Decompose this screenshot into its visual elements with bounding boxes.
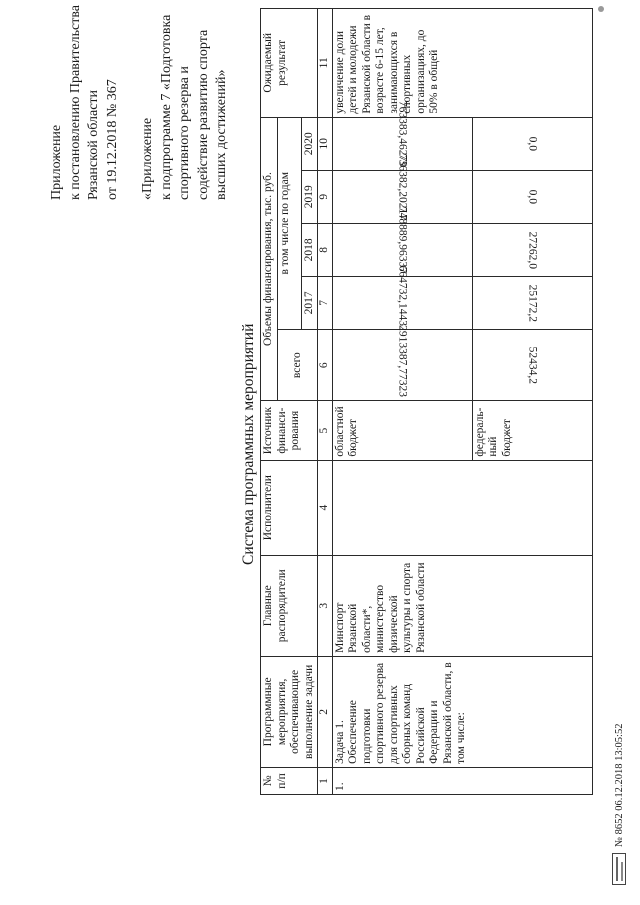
- funding-2018: [332, 206, 472, 276]
- col-number: 4: [318, 460, 333, 555]
- scan-speck-icon: [598, 6, 604, 12]
- funding-2017: [472, 276, 592, 329]
- row-executor: [332, 460, 592, 555]
- registration-stamp: [612, 724, 626, 885]
- col-number: 11: [318, 9, 333, 118]
- funding-2020-value: 763383,46279: [396, 100, 409, 167]
- header-year: 2018: [301, 223, 318, 276]
- appendix-sub-line: спортивного резерва и: [177, 66, 192, 200]
- registration-text: № 8652 06.12.2018 13:05:52: [613, 723, 625, 847]
- funding-total-value: 52434,2: [526, 346, 539, 384]
- funding-2018-value: 27262,0: [526, 231, 539, 269]
- appendix-line: Рязанской области: [86, 89, 101, 200]
- appendix-line: к постановлению Правительства: [67, 4, 83, 200]
- appendix-line: Приложение: [49, 124, 64, 200]
- funding-2017-value: 664732,1443: [396, 265, 409, 326]
- col-number: 5: [318, 401, 333, 460]
- funding-2020-value: 0,0: [526, 136, 539, 151]
- column-number-row: [318, 9, 333, 795]
- funding-2019: [472, 170, 592, 223]
- funding-2018: [472, 223, 592, 276]
- appendix-sub-line: высших достижений»: [214, 69, 229, 200]
- row-result: увеличение доли детей и молодежи Рязанской области в возрасте 6-15 лет, занимающихся в спортивных организациях, до 50% в общей: [332, 9, 592, 118]
- col-number: 8: [318, 223, 333, 276]
- funding-total: [332, 325, 472, 401]
- header-total: всего: [277, 329, 318, 401]
- col-number: 10: [318, 117, 333, 170]
- row-manager: Минспорт Рязанской области*, министерство физической культуры и спорта Рязанской области: [332, 555, 592, 656]
- funding-2019: [332, 153, 472, 223]
- header-result: Ожидаемый результат: [261, 9, 318, 118]
- header-managers: Главные распорядители: [261, 555, 318, 656]
- table-row: [332, 9, 472, 795]
- col-number: 7: [318, 276, 333, 329]
- header-year: 2019: [301, 170, 318, 223]
- program-measures-table: [260, 8, 593, 795]
- appendix-sub-line: содействие развитию спорта: [195, 29, 211, 200]
- header-year: 2017: [301, 276, 318, 329]
- funding-2018-value: 748889,96337: [396, 206, 409, 273]
- funding-source: областной бюджет: [332, 401, 472, 460]
- funding-2020: [332, 100, 472, 170]
- header-executors: Исполнители: [261, 460, 318, 555]
- header-year: 2020: [301, 117, 318, 170]
- funding-2019-value: 0,0: [526, 189, 539, 204]
- col-number: 1: [318, 767, 333, 794]
- appendix-line: от 19.12.2018 № 367: [104, 79, 120, 200]
- row-measure: Задача 1. Обеспечение подготовки спортивного резерва для спортивных сборных команд Российской Федерации и Рязанской области, в том числе:: [332, 656, 592, 767]
- funding-source: федераль-ный бюджет: [472, 401, 592, 460]
- header-measures: Программные мероприятия, обеспечивающие выполнение задачи: [261, 656, 318, 767]
- header-by-years: в том числе по годам: [277, 117, 301, 329]
- funding-2017: [332, 265, 472, 329]
- barcode-stamp-icon: [612, 853, 626, 885]
- row-num: 1.: [332, 767, 592, 794]
- funding-2020: [472, 117, 592, 170]
- header-volumes: Объемы финансирования, тыс. руб.: [261, 117, 278, 401]
- col-number: 3: [318, 555, 333, 656]
- header-num: № п/п: [261, 767, 318, 794]
- header-source: Источник финанси-рования: [261, 401, 318, 460]
- funding-total-value: 2913387,77323: [396, 325, 409, 398]
- funding-2019-value: 736382,20217: [396, 153, 409, 220]
- funding-2017-value: 25172,2: [526, 284, 539, 322]
- appendix-header: [48, 0, 232, 200]
- appendix-sub-line: «Приложение: [140, 117, 155, 200]
- col-number: 6: [318, 329, 333, 401]
- col-number: 9: [318, 170, 333, 223]
- col-number: 2: [318, 656, 333, 767]
- appendix-sub-line: к подпрограмме 7 «Подготовка: [158, 14, 174, 200]
- funding-total: [472, 329, 592, 401]
- page-title: Система программных мероприятий: [240, 323, 257, 565]
